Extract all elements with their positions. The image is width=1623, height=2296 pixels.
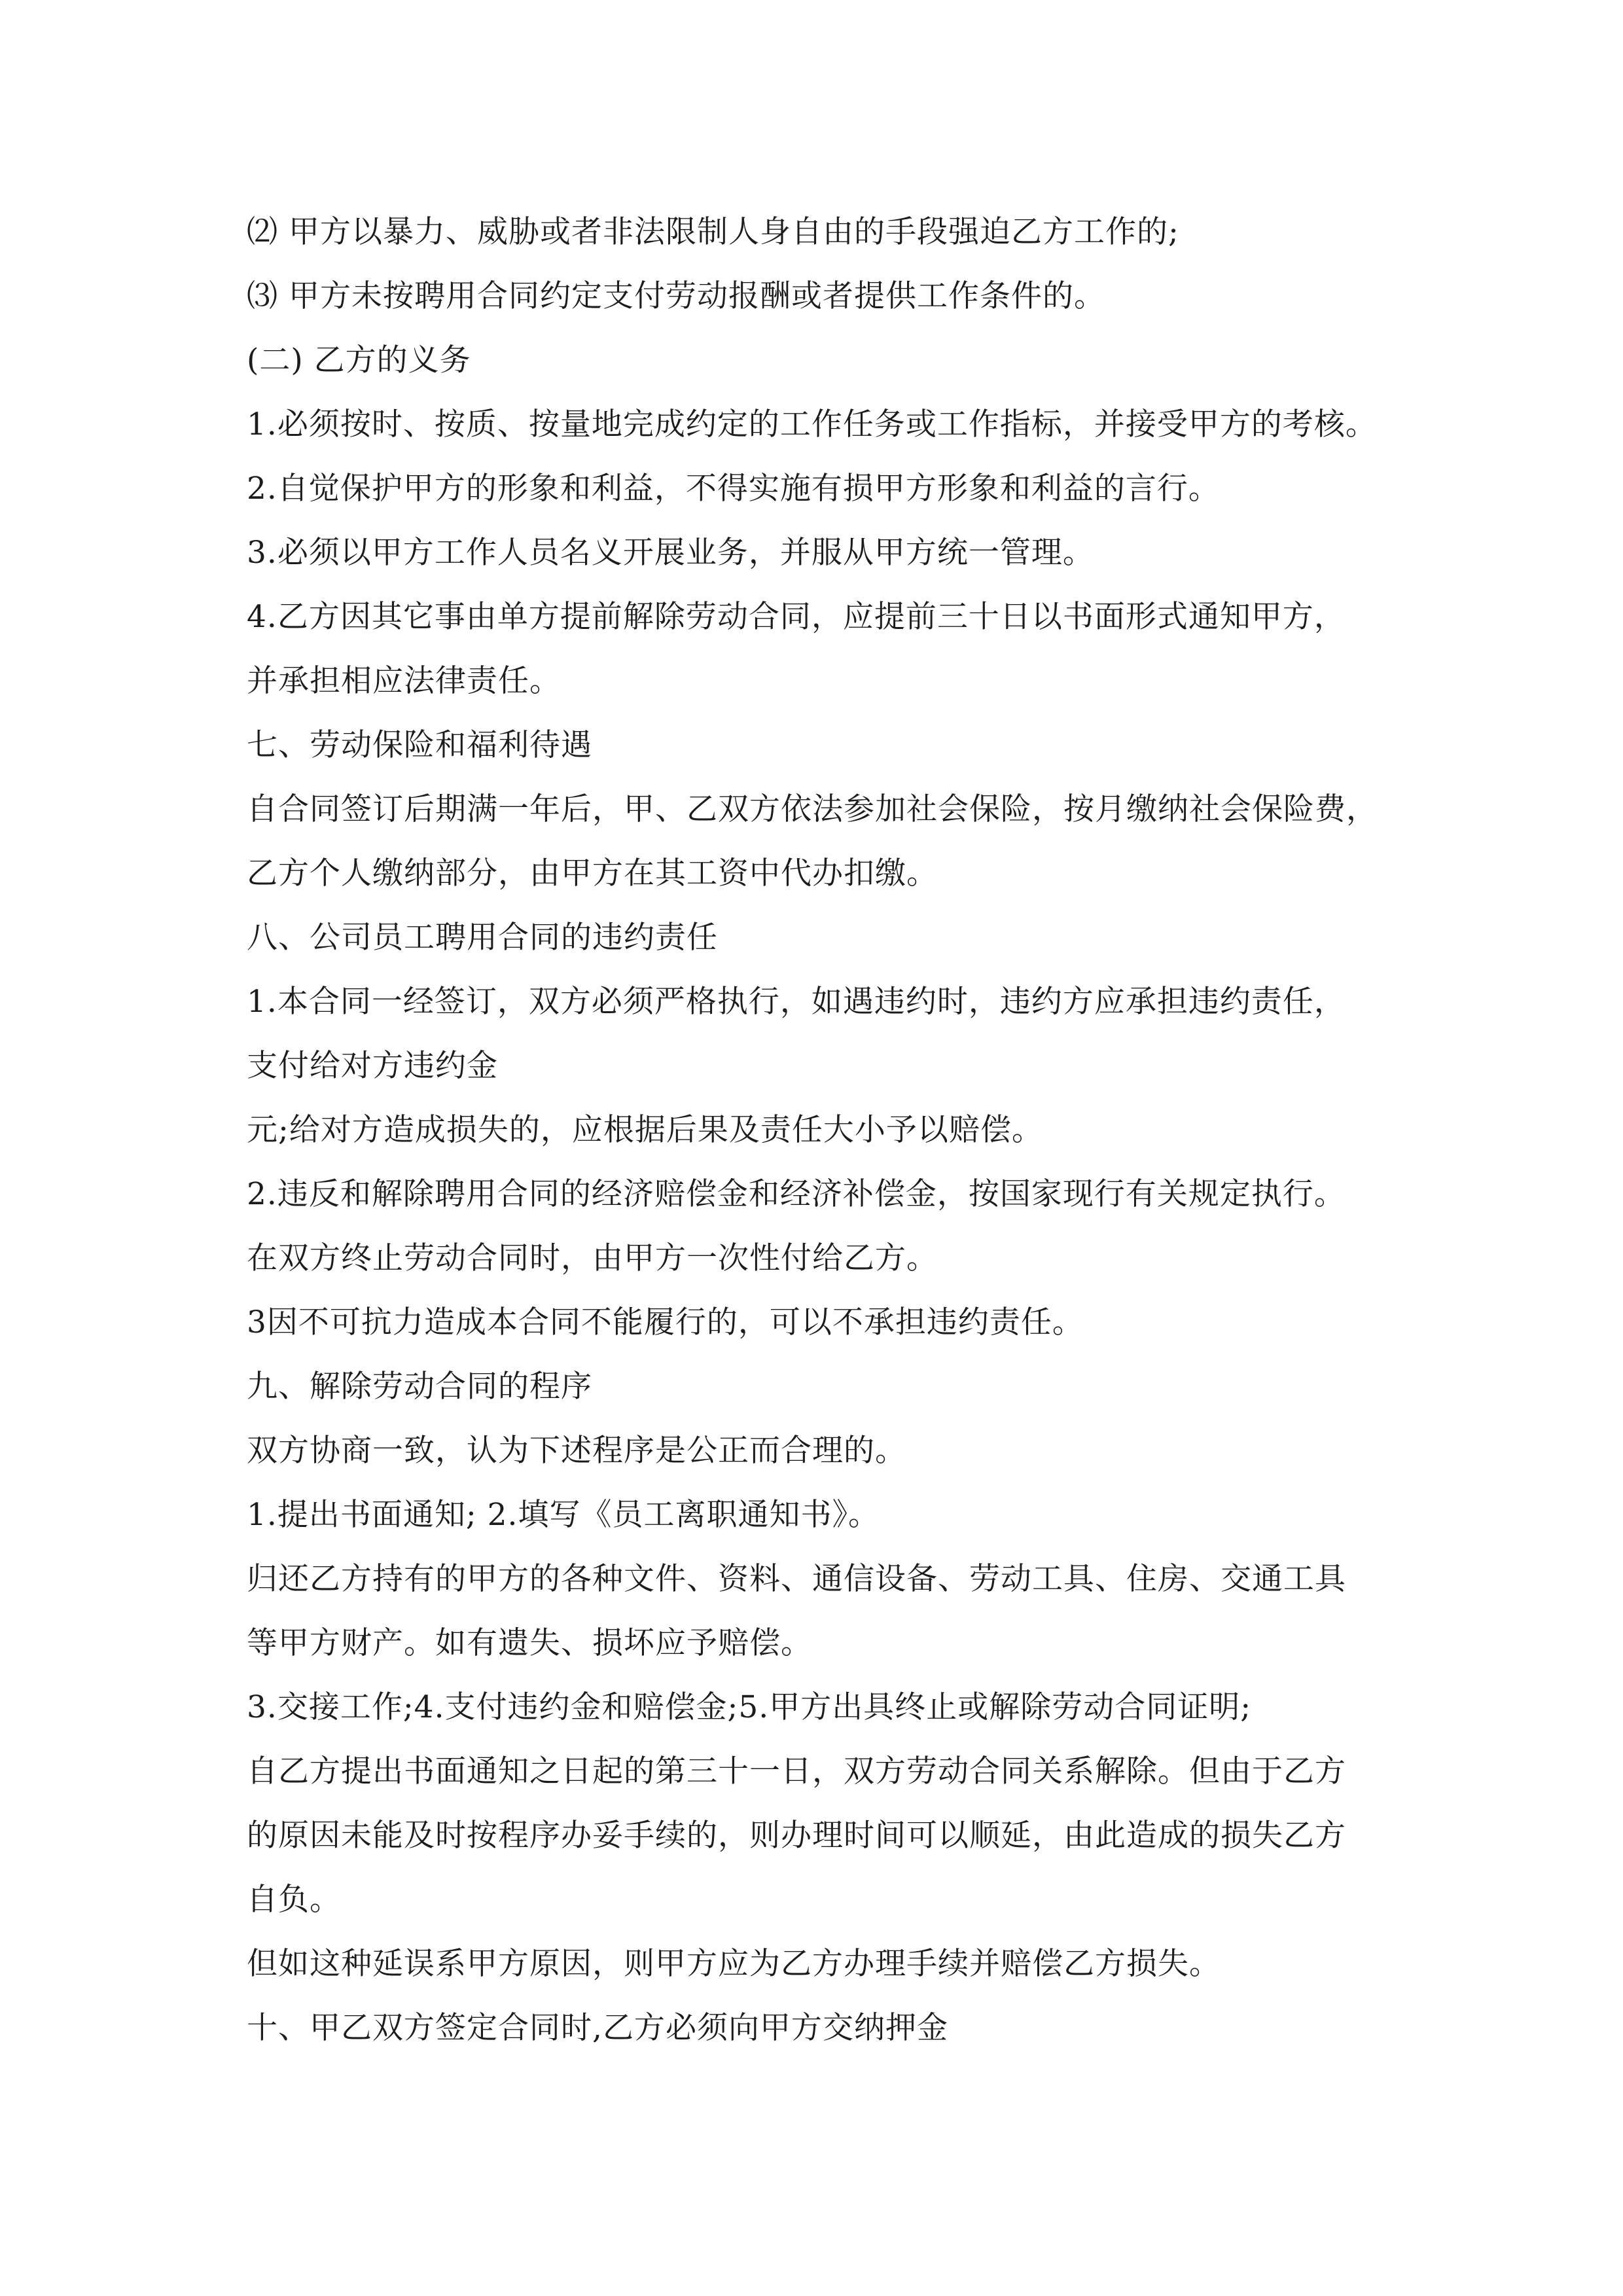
text-line: 2.自觉保护甲方的形象和利益，不得实施有损甲方形象和利益的言行。: [247, 471, 1220, 507]
section-heading: 八、公司员工聘用合同的违约责任: [247, 920, 718, 956]
text-line: 归还乙方持有的甲方的各种文件、资料、通信设备、劳动工具、住房、交通工具: [247, 1561, 1346, 1597]
text-line: 自合同签订后期满一年后，甲、乙双方依法参加社会保险，按月缴纳社会保险费，: [247, 791, 1378, 827]
text-line: 元;给对方造成损失的，应根据后果及责任大小予以赔偿。: [247, 1112, 1043, 1148]
text-line: 但如这种延误系甲方原因，则甲方应为乙方办理手续并赔偿乙方损失。: [247, 1946, 1221, 1982]
text-line: 1.提出书面通知; 2.填写《员工离职通知书》。: [247, 1497, 880, 1533]
section-heading: 十、甲乙双方签定合同时,乙方必须向甲方交纳押金: [247, 2010, 948, 2046]
text-line: 的原因未能及时按程序办妥手续的，则办理时间可以顺延，由此造成的损失乙方: [247, 1818, 1346, 1854]
text-line: 4.乙方因其它事由单方提前解除劳动合同，应提前三十日以书面形式通知甲方，: [247, 599, 1346, 635]
text-line: 2.违反和解除聘用合同的经济赔偿金和经济补偿金，按国家现行有关规定执行。: [247, 1176, 1346, 1212]
text-line: 3因不可抗力造成本合同不能履行的，可以不承担违约责任。: [247, 1304, 1084, 1340]
text-line: 支付给对方违约金: [247, 1048, 498, 1084]
text-line: 双方协商一致，认为下述程序是公正而合理的。: [247, 1433, 906, 1469]
text-line: 等甲方财产。如有遗失、损坏应予赔偿。: [247, 1625, 812, 1661]
text-line: 并承担相应法律责任。: [247, 663, 561, 699]
text-line: 乙方个人缴纳部分，由甲方在其工资中代办扣缴。: [247, 855, 938, 891]
text-line: 3.交接工作;4.支付违约金和赔偿金;5.甲方出具终止或解除劳动合同证明;: [247, 1689, 1252, 1725]
section-heading: 七、劳动保险和福利待遇: [247, 727, 592, 763]
section-heading: 九、解除劳动合同的程序: [247, 1369, 592, 1405]
text-line: 自乙方提出书面通知之日起的第三十一日，双方劳动合同关系解除。但由于乙方: [247, 1753, 1346, 1789]
text-line: 1.必须按时、按质、按量地完成约定的工作任务或工作指标，并接受甲方的考核。: [247, 406, 1377, 442]
text-line: 3.必须以甲方工作人员名义开展业务，并服从甲方统一管理。: [247, 535, 1094, 571]
document-body: [247, 200, 1412, 2060]
text-line: ⑵ 甲方以暴力、威胁或者非法限制人身自由的手段强迫乙方工作的;: [247, 214, 1179, 250]
section-heading: (二) 乙方的义务: [247, 342, 471, 378]
text-line: 1.本合同一经签订，双方必须严格执行，如遇违约时，违约方应承担违约责任，: [247, 984, 1346, 1020]
text-line: 自负。: [247, 1882, 341, 1918]
text-line: 在双方终止劳动合同时，由甲方一次性付给乙方。: [247, 1240, 938, 1276]
text-line: ⑶ 甲方未按聘用合同约定支付劳动报酬或者提供工作条件的。: [247, 278, 1105, 314]
